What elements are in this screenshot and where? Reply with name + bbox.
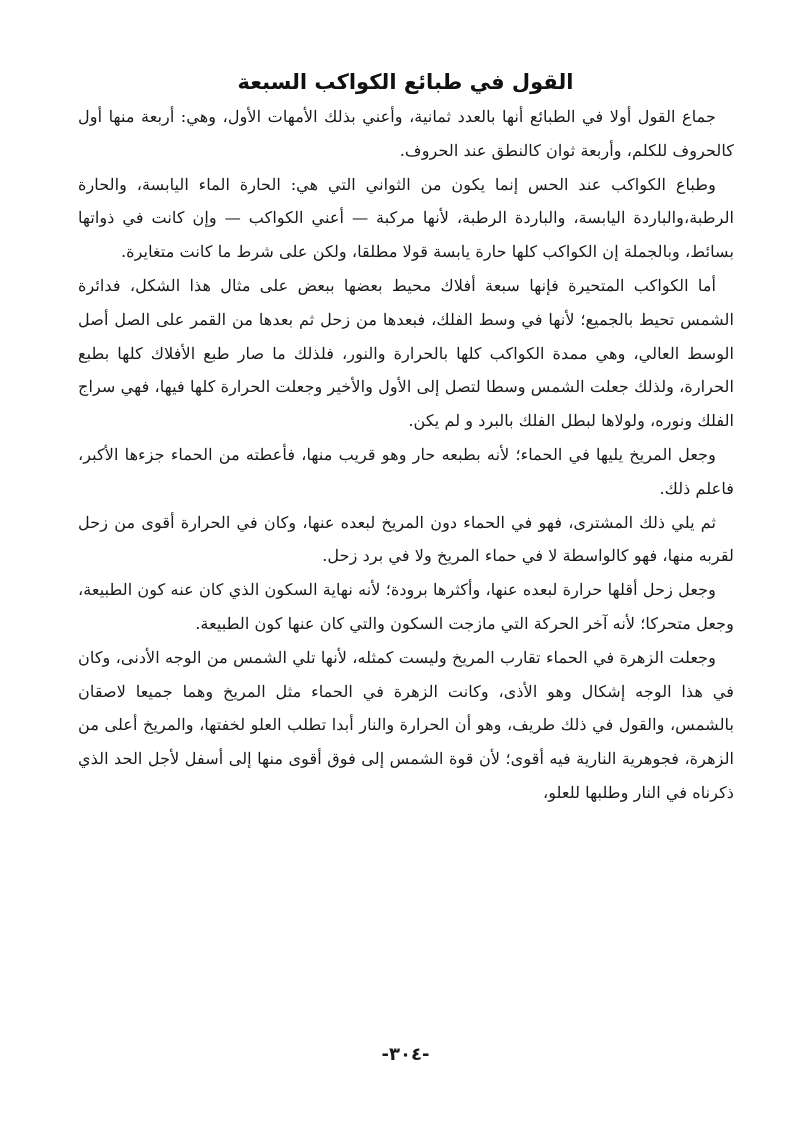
paragraph: وطباع الكواكب عند الحس إنما يكون من الثواني التي هي: الحارة الماء اليابسة، والحارة الرطبة،والباردة اليابسة، والباردة الرطبة، لأنها مركبة — أعني الكواكب — وإن كانت في ذواتها بسائط، وبالجملة إن الكواكب كلها حارة يابسة قولا مطلقا، ولكن على شرط ما كانت متغايرة.	[78, 174, 734, 262]
paragraph: وجعل المريخ يليها في الحماء؛ لأنه بطبعه حار وهو قريب منها، فأعطته من الحماء جزءها الأكبر، فاعلم ذلك.	[78, 444, 734, 498]
paragraph: وجعل زحل أقلها حرارة لبعده عنها، وأكثرها برودة؛ لأنه نهاية السكون الذي كان عنه كون الطبيعة، وجعل متحركا؛ لأنه آخر الحركة التي مازجت السكون والتي كان عنها كون الطبيعة.	[78, 580, 734, 633]
chapter-title: القول في طبائع الكواكب السبعة	[237, 70, 574, 94]
paragraph: ثم يلي ذلك المشترى، فهو في الحماء دون المريخ لبعده عنها، وكان في الحرارة أقوى من زحل لقربه منها، فهو كالواسطة لا في حماء المريخ ولا في برد زحل.	[78, 512, 734, 566]
paragraph: جماع القول أولا في الطبائع أنها بالعدد ثمانية، وأعني بذلك الأمهات الأول، وهي: أربعة منها أول كالحروف للكلم، وأربعة ثوان كالنطق عند الحروف.	[78, 107, 734, 160]
body-text	[78, 100, 734, 810]
paragraph: وجعلت الزهرة في الحماء تقارب المريخ وليست كمثله، لأنها تلي الشمس من الوجه الأدنى، وكان في هذا الوجه إشكال وهو الأذى، وكانت الزهرة في الحماء مثل المريخ وهما جميعا لاصقان بالشمس، والقول في ذلك طريف، وهو أن الحرارة والنار أبدا تطلب العلو لخفتها، والمريخ أعلى من الزهرة، فجوهرية النارية فيه أقوى؛ لأن قوة الشمس إلى فوق أقوى منها إلى أسفل لأجل الحد الذي ذكرناه في النار وطلبها للعلو،	[78, 647, 734, 802]
paragraph: أما الكواكب المتحيرة فإنها سبعة أفلاك محيط بعضها ببعض على مثال هذا الشكل، فدائرة الشمس تحيط بالجميع؛ لأنها في وسط الفلك، فبعدها من زحل ثم بعدها من القمر على الصل أصل الوسط العالي، وهي ممدة الكواكب كلها بالحرارة والنور، فلذلك ما صار طبع الأفلاك كلها بطبع الحرارة، ولذلك جعلت الشمس وسطا لتصل إلى الأول والأخير وجعلت الحرارة كلها فيها، فهي سراج الفلك ونوره، ولولاها لبطل الفلك بالبرد و لم يكن.	[78, 275, 734, 431]
page-number: -٣٠٤-	[381, 1044, 430, 1065]
